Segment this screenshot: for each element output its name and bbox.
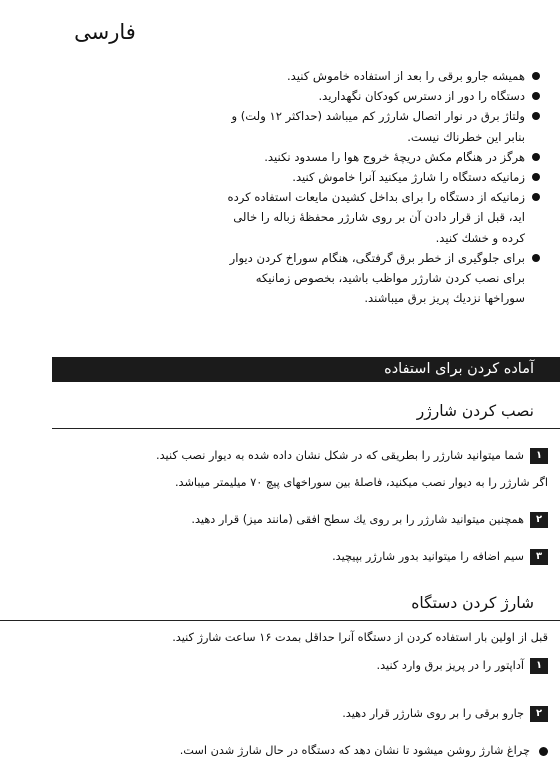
step-number-badge: ۲: [530, 706, 548, 722]
step-text: آداپتور را در پریز برق وارد کنید.: [376, 659, 524, 672]
install-step-2: [191, 509, 548, 530]
install-heading: نصب کردن شارژر: [416, 402, 534, 420]
step-text: همچنین میتوانید شارژر را بر روی یك سطح افقی (مانند میز) قرار دهید.: [191, 513, 524, 526]
step-number-badge: ۳: [530, 549, 548, 565]
step-text: جارو برقی را بر روی شارژر قرار دهید.: [342, 707, 524, 720]
step-text: شما میتوانید شارژر را بطریقی که در شکل نشان داده شده به دیوار نصب کنید.: [156, 449, 524, 462]
charging-light-note: چراغ شارژ روشن میشود تا نشان دهد که دستگاه در حال شارژ شدن است.: [168, 741, 548, 760]
step-text: سیم اضافه را میتوانید بدور شارژر بپیچید.: [332, 550, 524, 563]
charging-step-2: [342, 703, 548, 724]
language-title: فارسی: [74, 20, 136, 44]
safety-list: [218, 66, 540, 308]
safety-item: هرگز در هنگام مکش دریچهٔ خروج هوا را مسدود نکنید.: [218, 147, 540, 167]
install-step-3: [332, 546, 548, 567]
step-number-badge: ۱: [530, 448, 548, 464]
charging-heading: شارژ کردن دستگاه: [411, 594, 534, 612]
step-number-badge: ۱: [530, 658, 548, 674]
safety-item: زمانیکه از دستگاه را برای بداخل کشیدن مایعات استفاده کرده اید، قبل از قرار دادن آن بر روی شارژر محفظهٔ زباله را خالی کرده و خشك کنید.: [218, 187, 540, 248]
install-step-1: [156, 445, 548, 466]
safety-item: برای جلوگیری از خطر برق گرفتگی، هنگام سوراخ کردن دیوار برای نصب کردن شارژر مواظب باشید، بخصوص زمانیکه سوراخها نزدیك پریز برق میباشند.: [218, 248, 540, 309]
install-step-1-note: اگر شارژر را به دیوار نصب میکنید، فاصلهٔ بین سوراخهای پیچ ۷۰ میلیمتر میباشد.: [174, 476, 548, 489]
safety-item: زمانیکه دستگاه را شارژ میکنید آنرا خاموش کنید.: [218, 167, 540, 187]
section-title-bar: آماده کردن برای استفاده: [52, 357, 560, 382]
install-divider: [52, 428, 560, 429]
safety-item: ولتاژ برق در نوار اتصال شارژر کم میباشد (حداکثر ۱۲ ولت) و بنابر این خطرناك نیست.: [218, 106, 540, 146]
charging-step-1: [377, 655, 548, 676]
step-number-badge: ۲: [530, 512, 548, 528]
safety-item: دستگاه را دور از دسترس کودکان نگهدارید.: [218, 86, 540, 106]
charging-divider: [0, 620, 560, 621]
safety-item: همیشه جارو برقی را بعد از استفاده خاموش کنید.: [218, 66, 540, 86]
charging-intro: قبل از اولین بار استفاده کردن از دستگاه آنرا حداقل بمدت ۱۶ ساعت شارژ کنید.: [172, 631, 548, 644]
